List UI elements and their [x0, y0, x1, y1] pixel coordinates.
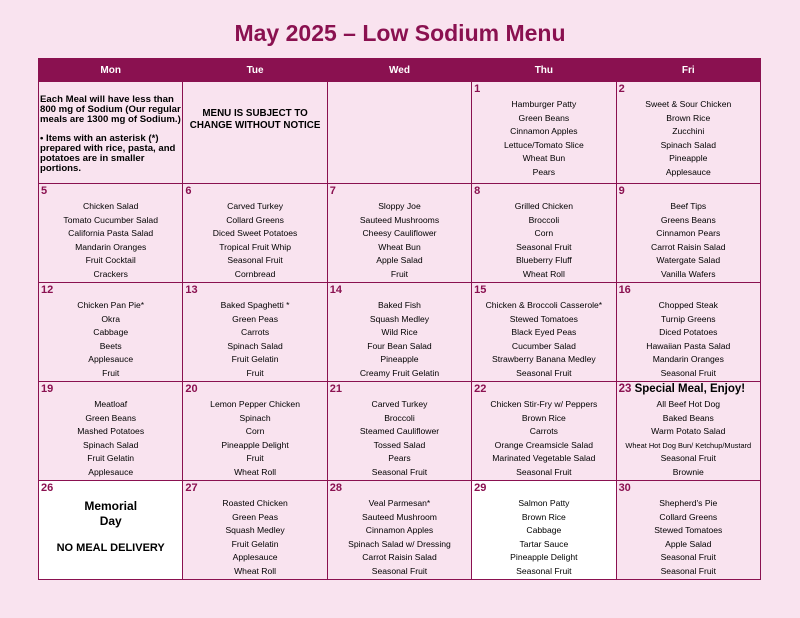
menu-item: Sloppy Joe — [378, 201, 421, 211]
menu-item: Steamed Cauliflower — [359, 426, 440, 437]
menu-item: All Beef Hot Dog — [656, 399, 721, 409]
day-cell — [183, 481, 327, 580]
day-cell — [472, 82, 616, 184]
menu-item: Baked Spaghetti * — [220, 300, 290, 310]
menu-item: Applesauce — [88, 466, 134, 477]
menu-item: Pears — [532, 166, 556, 177]
week-row-2 — [39, 184, 761, 283]
menu-item: Green Beans — [518, 112, 570, 123]
menu-item: Seasonal Fruit — [371, 466, 428, 477]
day-number: 2 — [618, 83, 625, 95]
subject-notice: MENU IS SUBJECT TO CHANGE WITHOUT NOTICE — [189, 108, 321, 131]
menu-items — [617, 184, 760, 282]
menu-item: Chicken & Broccoli Casserole* — [485, 300, 603, 310]
menu-item: Collard Greens — [226, 214, 284, 225]
menu-item: Warm Potato Salad — [651, 426, 726, 437]
menu-item: Sauteed Mushroom — [361, 511, 437, 522]
menu-item: Tossed Salad — [373, 439, 426, 450]
menu-item: Creamy Fruit Gelatin — [359, 367, 440, 378]
sodium-note-line: Each Meal will have less than 800 mg of Sodium (Our regular meals are 1300 mg of Sodium.) — [40, 94, 181, 125]
menu-item: Wheat Bun — [522, 153, 566, 164]
menu-item: Fruit — [390, 268, 409, 279]
menu-item: Carrots — [529, 426, 558, 437]
week-row-1 — [39, 82, 761, 184]
menu-item: Shepherd's Pie — [659, 498, 718, 508]
menu-item: Pineapple — [380, 354, 419, 365]
menu-item: Hamburger Patty — [511, 99, 577, 109]
menu-item: Broccoli — [528, 214, 560, 225]
menu-items — [183, 382, 326, 480]
menu-item: Spinach — [239, 412, 271, 423]
menu-items — [328, 481, 471, 579]
menu-item: Spinach Salad — [227, 340, 283, 351]
menu-item: Pears — [388, 453, 411, 464]
menu-item: Chopped Steak — [658, 300, 718, 310]
menu-items — [183, 184, 326, 282]
menu-item: Pineapple — [669, 153, 708, 164]
day-cell — [616, 184, 760, 283]
menu-items — [472, 82, 615, 180]
menu-item: Wild Rice — [381, 327, 418, 338]
menu-item: Seasonal Fruit — [516, 565, 572, 576]
day-number: 7 — [329, 185, 336, 197]
menu-item: Fruit Gelatin — [231, 354, 279, 365]
menu-item: Fruit Gelatin — [87, 453, 135, 464]
weekday-header-wed: Wed — [327, 59, 471, 82]
menu-calendar — [38, 58, 761, 580]
menu-item: Cabbage — [526, 525, 562, 536]
menu-items — [472, 481, 615, 579]
menu-item: Applesauce — [232, 552, 278, 563]
day-number: 6 — [185, 185, 192, 197]
menu-item: Orange Creamsicle Salad — [494, 439, 594, 450]
menu-item: Seasonal Fruit — [227, 255, 283, 266]
menu-items — [617, 481, 760, 579]
menu-items — [183, 283, 326, 381]
day-number: 15 — [474, 284, 487, 296]
day-number: 27 — [185, 482, 198, 494]
day-cell — [616, 283, 760, 382]
menu-items — [328, 283, 471, 381]
menu-item: Fruit — [246, 453, 264, 464]
menu-item: Cheesy Cauliflower — [362, 228, 437, 239]
menu-item: Beef Tips — [670, 201, 707, 211]
day-number: 19 — [41, 383, 54, 395]
day-cell — [183, 382, 327, 481]
menu-item: Brownie — [672, 466, 704, 477]
day-cell — [616, 481, 760, 580]
menu-item: Chicken Pan Pie* — [77, 300, 145, 310]
menu-item: Cucumber Salad — [511, 340, 576, 351]
menu-item: Apple Salad — [376, 255, 423, 266]
day-number: 23 — [618, 383, 632, 395]
menu-item: Lettuce/Tomato Slice — [503, 139, 584, 150]
menu-item: Fruit — [102, 367, 120, 378]
day-number: 8 — [474, 185, 481, 197]
day-number: 22 — [474, 383, 487, 395]
menu-item: Brown Rice — [521, 412, 566, 423]
day-number: 14 — [329, 284, 343, 296]
day-cell — [39, 283, 183, 382]
menu-item: Chicken Stir-Fry w/ Peppers — [490, 399, 598, 409]
menu-item: Beets — [99, 340, 122, 351]
special-meal-label: Special Meal, Enjoy! — [634, 383, 746, 395]
menu-item: Diced Sweet Potatoes — [212, 228, 298, 239]
day-number: 16 — [618, 284, 631, 296]
menu-item: Corn — [534, 228, 554, 239]
menu-item: Stewed Tomatoes — [654, 525, 723, 536]
memorial-line-2: Day — [99, 514, 122, 528]
menu-item: Carrot Raisin Salad — [362, 552, 437, 563]
menu-item: Seasonal Fruit — [660, 552, 716, 563]
day-number: 30 — [618, 482, 631, 494]
menu-item: Strawberry Banana Medley — [492, 354, 596, 365]
menu-item: Mandarin Oranges — [652, 354, 724, 365]
menu-item: Corn — [245, 426, 265, 437]
menu-item: Cinnamon Apples — [365, 525, 434, 536]
menu-items — [472, 283, 615, 381]
day-number: 5 — [41, 185, 48, 197]
page-title: May 2025 – Low Sodium Menu — [234, 20, 566, 46]
menu-item: California Pasta Salad — [68, 228, 154, 239]
menu-item: Sweet & Sour Chicken — [645, 99, 732, 109]
menu-item: Blueberry Fluff — [516, 255, 572, 266]
menu-item: Wheat Hot Dog Bun/ Ketchup/Mustard — [625, 440, 752, 450]
menu-item: Fruit — [246, 367, 264, 378]
day-cell — [472, 382, 616, 481]
day-number: 12 — [41, 284, 54, 296]
menu-item: Tartar Sauce — [519, 538, 569, 549]
menu-items — [617, 382, 760, 480]
menu-item: Mandarin Oranges — [75, 241, 147, 252]
menu-item: Apple Salad — [665, 538, 712, 549]
menu-item: Black Eyed Peas — [511, 327, 577, 338]
day-cell — [472, 481, 616, 580]
day-number: 1 — [474, 83, 481, 95]
weekday-header-fri: Fri — [616, 59, 760, 82]
day-number: 28 — [329, 482, 343, 494]
menu-item: Wheat Roll — [522, 268, 565, 279]
menu-item: Diced Potatoes — [659, 327, 718, 338]
weekday-header-tue: Tue — [183, 59, 327, 82]
menu-items — [328, 382, 471, 480]
menu-item: Cornbread — [234, 268, 276, 279]
menu-items — [39, 184, 182, 282]
week-row-5 — [39, 481, 761, 580]
menu-item: Tropical Fruit Whip — [219, 241, 291, 252]
menu-item: Brown Rice — [521, 511, 566, 522]
menu-item: Cabbage — [93, 327, 129, 338]
menu-item: Seasonal Fruit — [660, 367, 716, 378]
menu-items — [472, 382, 615, 480]
menu-item: Lemon Pepper Chicken — [210, 399, 300, 409]
menu-item: Squash Medley — [225, 525, 285, 536]
menu-item: Sauteed Mushrooms — [359, 214, 440, 225]
menu-item: Meatloaf — [94, 399, 128, 409]
menu-items — [328, 184, 471, 282]
menu-item: Tomato Cucumber Salad — [63, 214, 158, 225]
menu-item: Chicken Salad — [82, 201, 139, 211]
menu-item: Squash Medley — [369, 313, 430, 324]
day-number: 29 — [474, 482, 487, 494]
menu-item: Greens Beans — [660, 214, 716, 225]
menu-item: Roasted Chicken — [222, 498, 288, 508]
menu-item: Applesauce — [665, 166, 711, 177]
menu-items — [39, 382, 182, 480]
day-cell — [327, 382, 471, 481]
menu-item: Cinnamon Pears — [656, 228, 721, 239]
menu-item: Grilled Chicken — [514, 201, 573, 211]
day-number: 20 — [185, 383, 198, 395]
day-cell — [616, 82, 760, 184]
menu-item: Wheat Bun — [378, 241, 421, 252]
day-number: 13 — [185, 284, 198, 296]
menu-item: Seasonal Fruit — [371, 565, 428, 576]
subject-notice-cell — [183, 82, 327, 184]
special-meal-cell — [616, 382, 760, 481]
menu-item: Seasonal Fruit — [660, 565, 716, 576]
menu-item: Hawaiian Pasta Salad — [646, 340, 731, 351]
menu-item: Green Peas — [232, 313, 279, 324]
memorial-line-1: Memorial — [84, 499, 138, 513]
day-cell — [472, 283, 616, 382]
menu-item: Four Bean Salad — [367, 340, 432, 351]
empty-day-cell — [327, 82, 471, 184]
menu-item: Marinated Vegetable Salad — [492, 453, 596, 464]
menu-item: Salmon Patty — [518, 498, 570, 508]
menu-item: Okra — [101, 313, 120, 324]
menu-item: Green Peas — [232, 511, 279, 522]
menu-item: Baked Fish — [377, 300, 421, 310]
day-cell — [183, 184, 327, 283]
weekday-header-mon: Mon — [39, 59, 183, 82]
menu-item: Crackers — [93, 268, 128, 279]
menu-item: Mashed Potatoes — [77, 426, 145, 437]
menu-item: Applesauce — [88, 354, 134, 365]
menu-item: Watergate Salad — [656, 255, 721, 266]
menu-item: Seasonal Fruit — [516, 367, 572, 378]
weekday-header-thu: Thu — [472, 59, 616, 82]
day-cell — [39, 184, 183, 283]
menu-item: Turnip Greens — [660, 313, 716, 324]
memorial-day-notice — [39, 481, 182, 554]
day-cell — [183, 283, 327, 382]
menu-item: Cinnamon Apples — [510, 126, 578, 137]
menu-item: Wheat Roll — [234, 466, 277, 477]
menu-item: Vanilla Wafers — [661, 268, 716, 279]
menu-item: Veal Parmesan* — [368, 498, 431, 508]
menu-item: Carved Turkey — [227, 201, 284, 211]
day-cell — [39, 382, 183, 481]
weekday-header-row — [39, 59, 761, 82]
menu-item: Collard Greens — [659, 511, 718, 522]
special-meal-heading — [619, 383, 746, 395]
day-number: 9 — [618, 185, 625, 197]
day-cell — [327, 481, 471, 580]
day-cell — [472, 184, 616, 283]
menu-item: Carrots — [240, 327, 270, 338]
sodium-note — [39, 82, 182, 174]
menu-item: Pineapple Delight — [510, 552, 578, 563]
menu-item: Stewed Tomatoes — [509, 313, 578, 324]
sodium-note-cell — [39, 82, 183, 184]
day-number: 21 — [329, 383, 343, 395]
menu-item: Carrot Raisin Salad — [651, 241, 726, 252]
menu-item: Carved Turkey — [371, 399, 428, 409]
week-row-4 — [39, 382, 761, 481]
menu-item: Wheat Roll — [234, 565, 277, 576]
menu-item: Spinach Salad — [82, 439, 139, 450]
menu-items — [39, 283, 182, 381]
asterisk-note-line: • Items with an asterisk (*) prepared with rice, pasta, and potatoes are in smaller portions. — [40, 133, 176, 174]
menu-item: Fruit Gelatin — [231, 538, 279, 549]
menu-item: Zucchini — [672, 126, 705, 137]
menu-item: Spinach Salad — [660, 139, 716, 150]
menu-item: Fruit Cocktail — [85, 255, 136, 266]
day-cell — [327, 283, 471, 382]
menu-item: Seasonal Fruit — [516, 466, 572, 477]
menu-item: Seasonal Fruit — [516, 241, 572, 252]
menu-items — [617, 283, 760, 381]
menu-item: Spinach Salad w/ Dressing — [348, 538, 451, 549]
day-cell — [327, 184, 471, 283]
menu-items — [183, 481, 326, 579]
menu-item: Baked Beans — [662, 412, 714, 423]
day-number: 26 — [41, 482, 54, 494]
memorial-day-cell — [39, 481, 183, 580]
menu-item: Pineapple Delight — [221, 439, 289, 450]
menu-items — [472, 184, 615, 282]
no-delivery-text: NO MEAL DELIVERY — [56, 542, 165, 554]
menu-item: Brown Rice — [666, 112, 711, 123]
menu-items — [617, 82, 760, 180]
menu-item: Broccoli — [384, 412, 415, 423]
week-row-3 — [39, 283, 761, 382]
menu-item: Green Beans — [85, 412, 137, 423]
menu-item: Seasonal Fruit — [660, 453, 716, 464]
